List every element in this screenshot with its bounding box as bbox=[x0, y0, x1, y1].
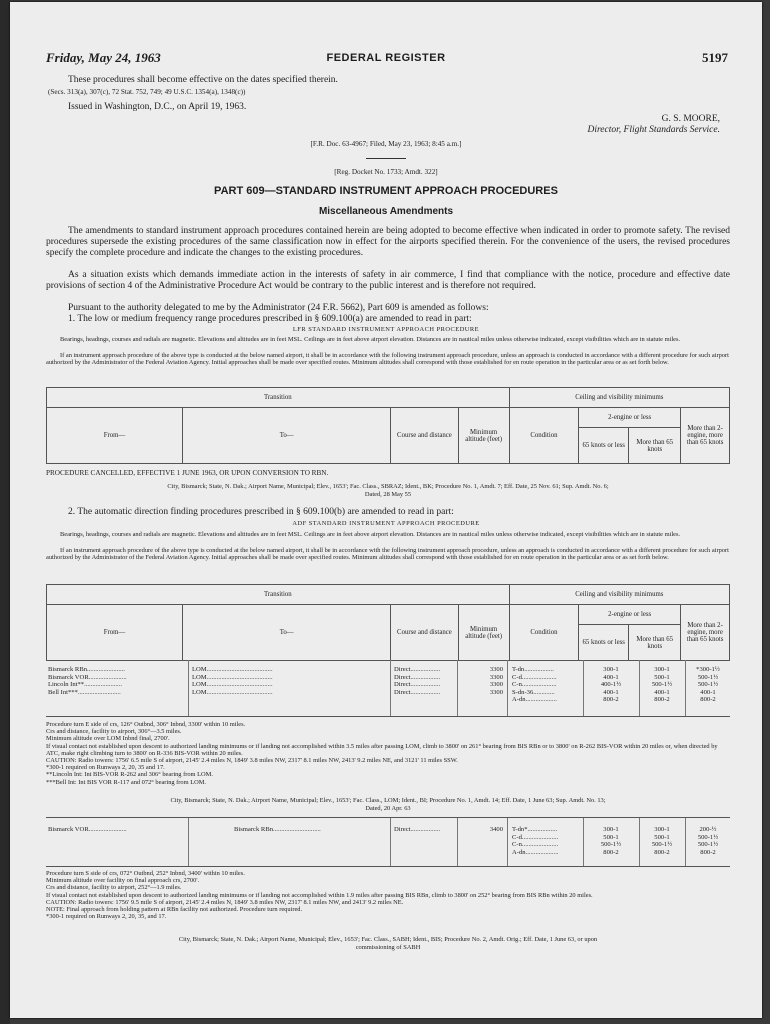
adf-city-commissioning: commissioning of SABH bbox=[355, 944, 421, 951]
col-65-more: More than 65 knots bbox=[629, 625, 681, 661]
adf-city-line-2: City, Bismarck; State, N. Dak.; Airport Name, Municipal; Elev., 1653'; Fac. Class., SABH; Ident., BIS; Procedure No. 2, Amdt. Orig.; Eff. Date, 1 June 63, or upon bbox=[178, 936, 598, 943]
adf2-from-column: Bismarck VOR....................... bbox=[48, 826, 127, 833]
paragraph-2: As a situation exists which demands immediate action in the interests of safety in air commerce, I find that compliance with the notice, procedure and effective date provisions of section 4 of the Administrative Procedure Act would be contrary to the public interest and is therefore not required. bbox=[46, 270, 730, 291]
adf-to-column: LOM........................................ LOM........................................ LOM........................................ LOM........................................ bbox=[192, 666, 273, 696]
adf-heading: ADF STANDARD INSTRUMENT APPROACH PROCEDURE bbox=[292, 520, 480, 527]
adf2-to-column: Bismarck RBn............................. bbox=[234, 826, 321, 833]
binding-edge bbox=[0, 0, 10, 1024]
signer-title: Director, Flight Standards Service. bbox=[587, 125, 720, 135]
adf2-65-less-column: 300-1 500-1 500-1½ 800-2 bbox=[600, 826, 622, 856]
adf-note-1: Bearings, headings, courses and radials are magnetic. Elevations and altitudes are in feet MSL. Ceilings are in feet above airport elevation. Distances are in nautical miles unless otherwise indicated, except visibilities which are in statute miles. bbox=[60, 531, 681, 538]
signer-name: G. S. MOORE, bbox=[661, 114, 720, 124]
lfr-note-1: Bearings, headings, courses and radials are magnetic. Elevations and altitudes are in feet MSL. Ceilings are in feet above airport elevation. Distances are in nautical miles unless otherwise indicated, except visibilities which are in statute miles. bbox=[60, 336, 681, 343]
col-to: To— bbox=[182, 408, 390, 464]
issued-line: Issued in Washington, D.C., on April 19, 1963. bbox=[68, 102, 247, 112]
adf-data-block-2 bbox=[46, 817, 730, 867]
paragraph-4: 1. The low or medium frequency range procedures prescribed in § 609.100(a) are amended to read in part: bbox=[68, 314, 472, 324]
divider bbox=[366, 158, 406, 159]
col-65-less: 65 knots or less bbox=[579, 428, 629, 464]
col-course: Course and distance bbox=[391, 408, 458, 464]
col-min-alt: Minimum altitude (feet) bbox=[458, 605, 509, 661]
col-65-more: More than 65 knots bbox=[629, 428, 681, 464]
docket-number: [Reg. Docket No. 1733; Amdt. 322] bbox=[334, 168, 438, 176]
federal-register-page bbox=[10, 2, 762, 1018]
effective-statement: These procedures shall become effective on the dates specified therein. bbox=[68, 75, 338, 85]
adf-paragraph: 2. The automatic direction finding procedures prescribed in § 609.100(b) are amended to read in part: bbox=[68, 507, 454, 517]
adf-course-column: Direct.................. Direct.................. Direct.................. Direct.................. bbox=[394, 666, 441, 696]
adf-data-block-1 bbox=[46, 660, 730, 717]
col-ceiling: Ceiling and visibility minimums bbox=[509, 585, 729, 605]
header-page-number: 5197 bbox=[702, 50, 728, 65]
adf-65-more-column: 300-1 500-1 500-1½ 400-1 800-2 bbox=[651, 666, 673, 704]
adf2-altitude-column: 3400 bbox=[489, 826, 503, 833]
adf-from-column: Bismarck RBn....................... Bismarck VOR....................... Lincoln Int**....................... Bell Int***.......................... bbox=[48, 666, 127, 696]
part-title: PART 609—STANDARD INSTRUMENT APPROACH PROCEDURES bbox=[214, 185, 558, 197]
paragraph-1: The amendments to standard instrument approach procedures contained herein are being adopted to become effective when indicated in order to promote safety. The revised procedures supersede the existing procedures of the same classification now in effect for the airports specified therein. For the convenience of the users, the revised procedures specify the complete procedure and indicate the changes to the existing procedures. bbox=[46, 226, 730, 258]
adf2-65-more-column: 300-1 500-1 500-1½ 800-2 bbox=[651, 826, 673, 856]
document-filing: [F.R. Doc. 63-4967; Filed, May 23, 1963; 8:45 a.m.] bbox=[310, 140, 462, 148]
adf-table-header bbox=[46, 584, 730, 661]
col-course: Course and distance bbox=[391, 605, 458, 661]
paragraph-3: Pursuant to the authority delegated to me by the Administrator (24 F.R. 5662), Part 609 is amended as follows: bbox=[68, 303, 489, 313]
col-transition: Transition bbox=[47, 388, 510, 408]
adf-city-line-1: City, Bismarck; State, N. Dak.; Airport Name, Municipal; Elev., 1653'; Fac. Class., LOM; Ident., BI; Procedure No. 1, Amdt. 14; Eff. Date, 1 June 63; Sup. Amdt. No. 13; bbox=[170, 797, 606, 804]
lfr-cancel-notice: PROCEDURE CANCELLED, EFFECTIVE 1 JUNE 1963, OR UPON CONVERSION TO RBN. bbox=[46, 469, 329, 477]
adf2-more-than-2-column: 200-½ 500-1½ 500-1½ 800-2 bbox=[697, 826, 719, 856]
lfr-note-2: If an instrument approach procedure of the above type is conducted at the below named airport, it shall be in accordance with the following instrument approach procedure, unless an approach is conducted in accordance with a different procedure for such airport authorized by the Administrator of the Federal Aviation Agency. Initial approaches shall be made over specified routes. Minimum altitudes shall correspond with those established for en route operation in the particular area or as set forth below. bbox=[46, 352, 729, 367]
adf-city-dated-1: Dated, 20 Apr. 63 bbox=[365, 805, 411, 812]
adf-procedure-notes-2: Procedure turn S side of crs, 072° Outbnd, 252° Inbnd, 3400' within 10 miles. Minimum altitude over facility on final approach crs, 2700'. Crs and distance, facility to airport, 252°—1.9 miles. If visual contact not established upon descent to authorized landing minimums or if landing not accomplished within 1.9 miles after passing BIS RBn, climb to 3800' on 252° bearing from BIS RBn within 20 miles. CAUTION: Radio towers: 1756' 9.5 mile S of airport, 2145' 2.4 miles N, 1849' 3.8 miles NW, 2317' 8.1 miles NW, and 2413' 9.2 miles NE. NOTE: Final approach from holding pattern at RBn facility not authorized. Procedure turn required. *300-1 required on Runways 2, 20, 35, and 17. bbox=[46, 870, 593, 921]
adf-condition-column: T-dn.................. C-d..................... C-n..................... S-dn-36............. A-dn................... bbox=[512, 666, 557, 704]
adf2-course-column: Direct.................. bbox=[394, 826, 441, 833]
col-more-than-2: More than 2-engine, more than 65 knots bbox=[681, 408, 730, 464]
col-two-engine: 2-engine or less bbox=[579, 408, 681, 428]
col-transition: Transition bbox=[47, 585, 510, 605]
citation: (Secs. 313(a), 307(c), 72 Stat. 752, 749; 49 U.S.C. 1354(a), 1348(c)) bbox=[48, 88, 246, 96]
col-two-engine: 2-engine or less bbox=[579, 605, 681, 625]
subtitle: Miscellaneous Amendments bbox=[318, 206, 454, 217]
adf-65-less-column: 300-1 400-1 400-1½ 400-1 800-2 bbox=[600, 666, 622, 704]
lfr-heading: LFR STANDARD INSTRUMENT APPROACH PROCEDURE bbox=[292, 326, 480, 333]
header-publication: FEDERAL REGISTER bbox=[326, 52, 446, 64]
adf-more-than-2-column: *300-1½ 500-1½ 500-1½ 400-1 800-2 bbox=[696, 666, 720, 704]
col-from: From— bbox=[47, 605, 183, 661]
col-ceiling: Ceiling and visibility minimums bbox=[509, 388, 729, 408]
col-condition: Condition bbox=[509, 408, 578, 464]
lfr-city-line: City, Bismarck; State, N. Dak.; Airport Name, Municipal; Elev., 1653'; Fac. Class., SBRAZ; Ident., BK; Procedure No. 1, Amdt. 7; Eff. Date, 25 Nov. 61; Sup. Amdt. No. 6; bbox=[167, 483, 609, 490]
lfr-city-dated: Dated, 28 May 55 bbox=[364, 491, 412, 498]
adf-procedure-notes-1: Procedure turn E side of crs, 126° Outbnd, 306° Inbnd, 3300' within 10 miles. Crs and distance, facility to airport, 306°—3.5 miles. Minimum altitude over LOM Inbnd final, 2700'. If visual contact not established upon descent to authorized landing minimums or if landing not accomplished within 3.5 miles after passing LOM, climb to 3800' on 261° bearing from BIS RBn or to 3800' on R-262 BIS-VOR within 20 miles or, when directed by ATC, make right climbing turn to 3800' on R-336 BIS-VOR within 20 miles. CAUTION: Radio towers: 1756' 6.5 mile S of airport, 2145' 2.4 miles N, 1849' 3.8 miles NW, 2317' 8.1 miles NW, 2413' 9.2 miles NE, and 3121' 11 miles SSW. *300-1 required on Runways 2, 20, 35 and 17. **Lincoln Int: Int BIS-VOR R-262 and 306° bearing from LOM. ***Bell Int: Int BIS VOR R-117 and 072° bearing from LOM. bbox=[46, 721, 718, 786]
col-65-less: 65 knots or less bbox=[579, 625, 629, 661]
header-date: Friday, May 24, 1963 bbox=[46, 50, 161, 65]
col-min-alt: Minimum altitude (feet) bbox=[458, 408, 509, 464]
col-from: From— bbox=[47, 408, 183, 464]
adf-altitude-column: 3300 3300 3300 3300 bbox=[489, 666, 503, 696]
col-to: To— bbox=[182, 605, 390, 661]
adf-note-2: If an instrument approach procedure of the above type is conducted at the below named airport, it shall be in accordance with the following instrument approach procedure, unless an approach is conducted in accordance with a different procedure for such airport authorized by the Administrator of the Federal Aviation Agency. Initial approaches shall be made over specified routes. Minimum altitudes shall correspond with those established for en route operation in the particular area or as set forth below. bbox=[46, 547, 729, 562]
adf2-condition-column: T-dn*.................. C-d...................... C-n...................... A-dn.................... bbox=[512, 826, 559, 856]
lfr-table bbox=[46, 387, 730, 464]
col-condition: Condition bbox=[509, 605, 578, 661]
col-more-than-2: More than 2-engine, more than 65 knots bbox=[681, 605, 730, 661]
